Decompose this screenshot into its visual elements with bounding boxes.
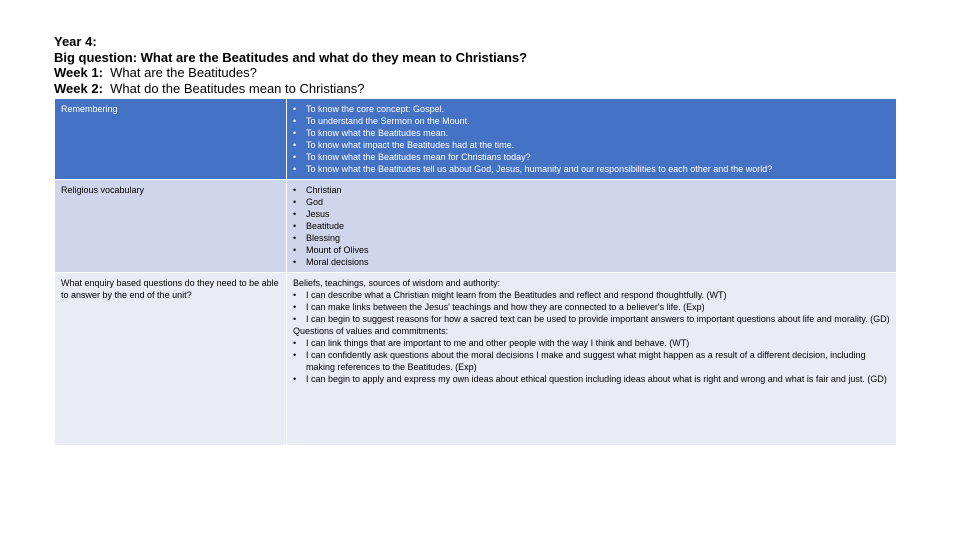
list-item: • Christian bbox=[293, 184, 890, 196]
page-header bbox=[54, 34, 914, 96]
list-item: • I can confidently ask questions about the moral decisions I make and suggest what might happen as a result of a different decision, including making references to the Beatitudes. (Exp) bbox=[293, 349, 890, 373]
enquiry-content bbox=[287, 273, 897, 446]
week-2-text: What do the Beatitudes mean to Christians? bbox=[110, 80, 365, 96]
vocabulary-list bbox=[293, 184, 890, 268]
list-item: • To know what the Beatitudes mean for Christians today? bbox=[293, 151, 890, 163]
year-heading: Year 4: bbox=[54, 34, 97, 49]
list-item: • To understand the Sermon on the Mount. bbox=[293, 115, 890, 127]
list-item: • To know what the Beatitudes tell us about God, Jesus, humanity and our responsibilities to each other and the world? bbox=[293, 163, 890, 175]
remembering-label: Remembering bbox=[55, 99, 287, 180]
section-1-list bbox=[293, 289, 890, 325]
list-item: • Beatitude bbox=[293, 220, 890, 232]
row-enquiry bbox=[55, 273, 897, 446]
list-item: • Mount of Olives bbox=[293, 244, 890, 256]
list-item: • Jesus bbox=[293, 208, 890, 220]
list-item: • To know what impact the Beatitudes had at the time. bbox=[293, 139, 890, 151]
week-1-label: Week 1: bbox=[54, 65, 103, 80]
planning-table bbox=[54, 98, 897, 446]
week-1-text: What are the Beatitudes? bbox=[110, 65, 257, 80]
list-item: • I can describe what a Christian might learn from the Beatitudes and reflect and respond thoughtfully. (WT) bbox=[293, 289, 890, 301]
enquiry-label: What enquiry based questions do they need to be able to answer by the end of the unit? bbox=[55, 273, 287, 446]
section-2-list bbox=[293, 337, 890, 385]
vocabulary-label: Religious vocabulary bbox=[55, 180, 287, 273]
list-item: • God bbox=[293, 196, 890, 208]
list-item: • I can make links between the Jesus' teachings and how they are connected to a believer's life. (Exp) bbox=[293, 301, 890, 313]
list-item: • To know what the Beatitudes mean. bbox=[293, 127, 890, 139]
week-2-label: Week 2: bbox=[54, 80, 103, 96]
row-remembering bbox=[55, 99, 897, 180]
row-vocabulary bbox=[55, 180, 897, 273]
big-question: Big question: What are the Beatitudes and what do they mean to Christians? bbox=[54, 49, 528, 65]
section-1-heading: Beliefs, teachings, sources of wisdom and authority: bbox=[293, 278, 501, 288]
remembering-list bbox=[293, 103, 890, 175]
list-item: • I can link things that are important to me and other people with the way I think and behave. (WT) bbox=[293, 337, 890, 349]
vocabulary-content bbox=[287, 180, 897, 273]
list-item: • To know the core concept: Gospel. bbox=[293, 103, 890, 115]
remembering-content bbox=[287, 99, 897, 180]
list-item: • I can begin to suggest reasons for how a sacred text can be used to provide important answers to important questions about life and morality. (GD) bbox=[293, 313, 890, 325]
week-1-line bbox=[54, 65, 914, 81]
list-item: • Moral decisions bbox=[293, 256, 890, 268]
list-item: • Blessing bbox=[293, 232, 890, 244]
week-2-line bbox=[54, 81, 914, 97]
list-item: • I can begin to apply and express my own ideas about ethical question including ideas about what is right and wrong and what is fair and just. (GD) bbox=[293, 373, 890, 385]
section-2-heading: Questions of values and commitments: bbox=[293, 326, 449, 336]
